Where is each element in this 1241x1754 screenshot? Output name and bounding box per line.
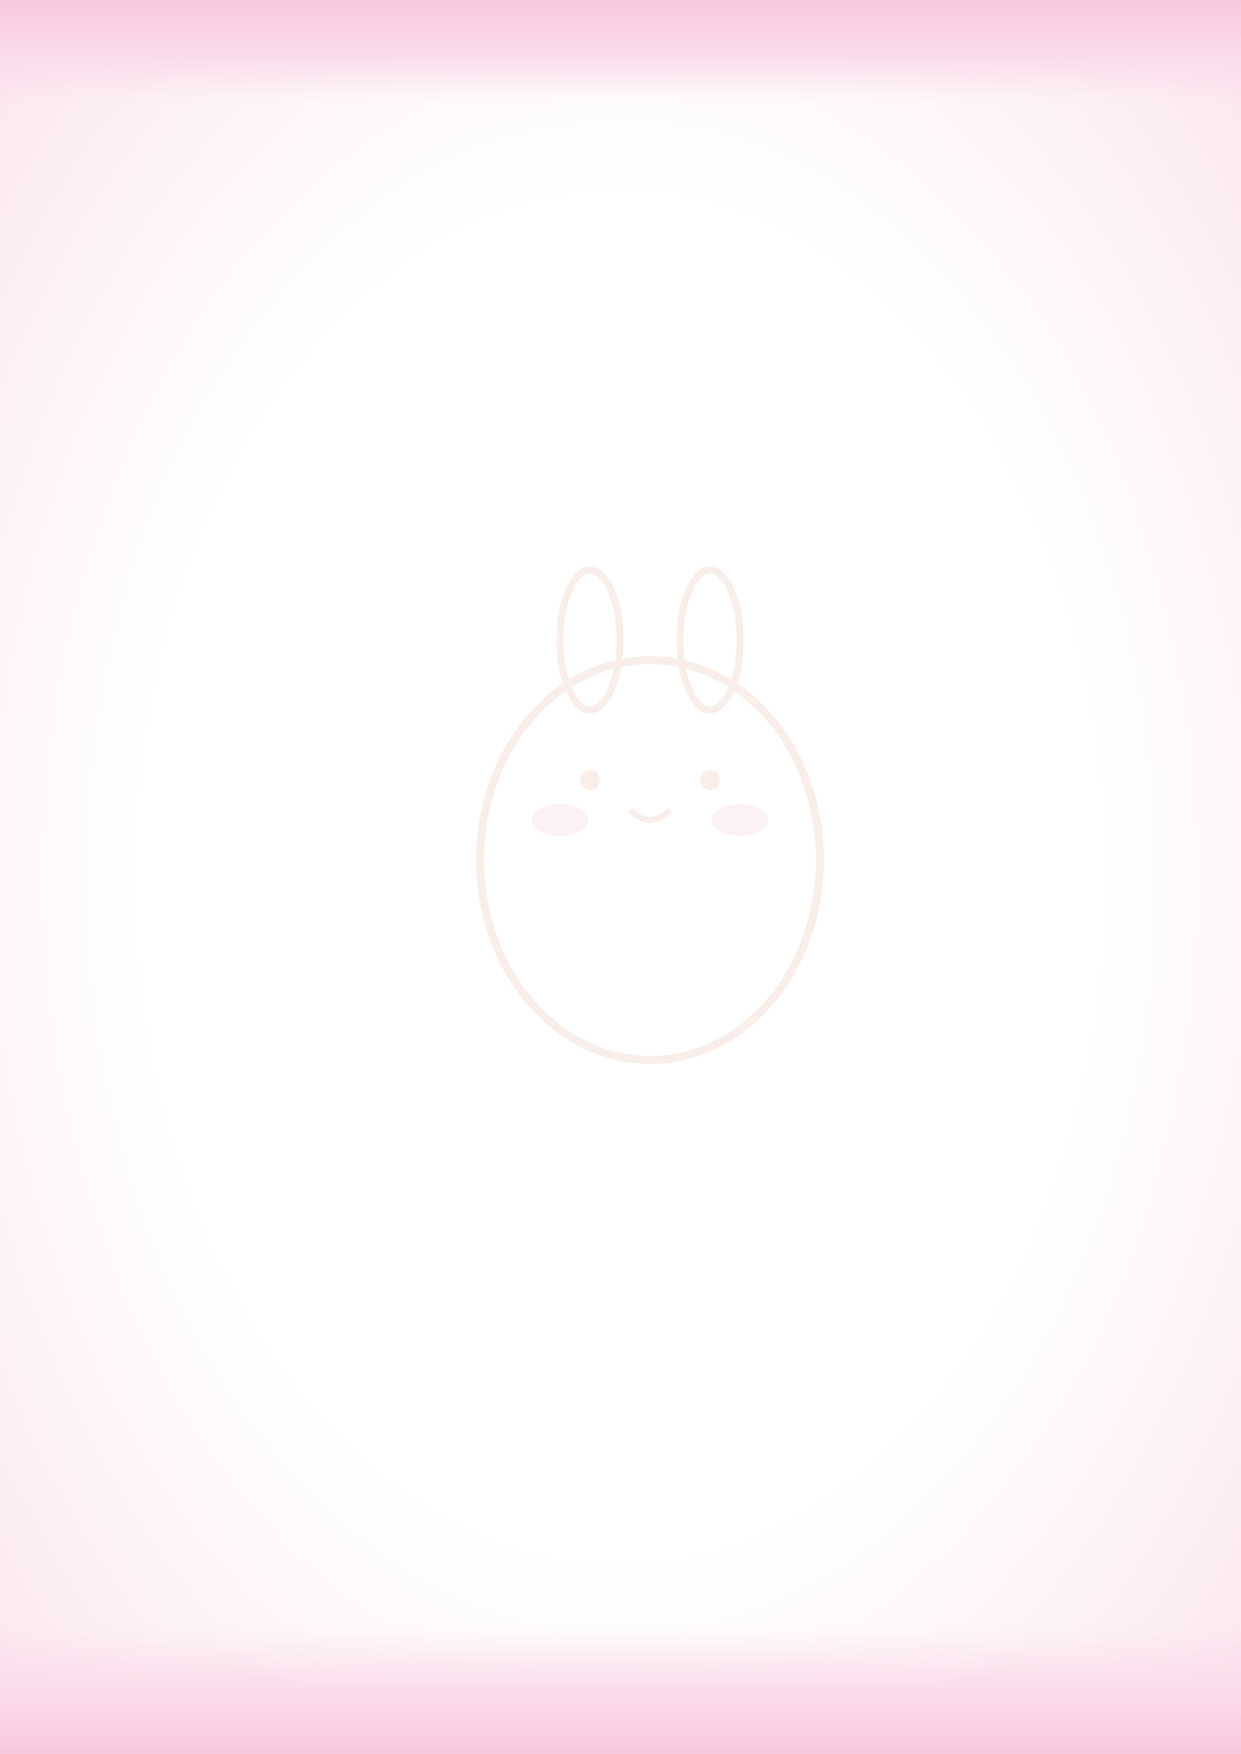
flower-border-icon xyxy=(0,1630,1241,1754)
bottom-flower-border xyxy=(0,1630,1241,1754)
top-flower-border xyxy=(0,0,1241,100)
flower-border-icon xyxy=(0,0,1241,100)
bunny-watermark-icon xyxy=(440,560,860,1080)
